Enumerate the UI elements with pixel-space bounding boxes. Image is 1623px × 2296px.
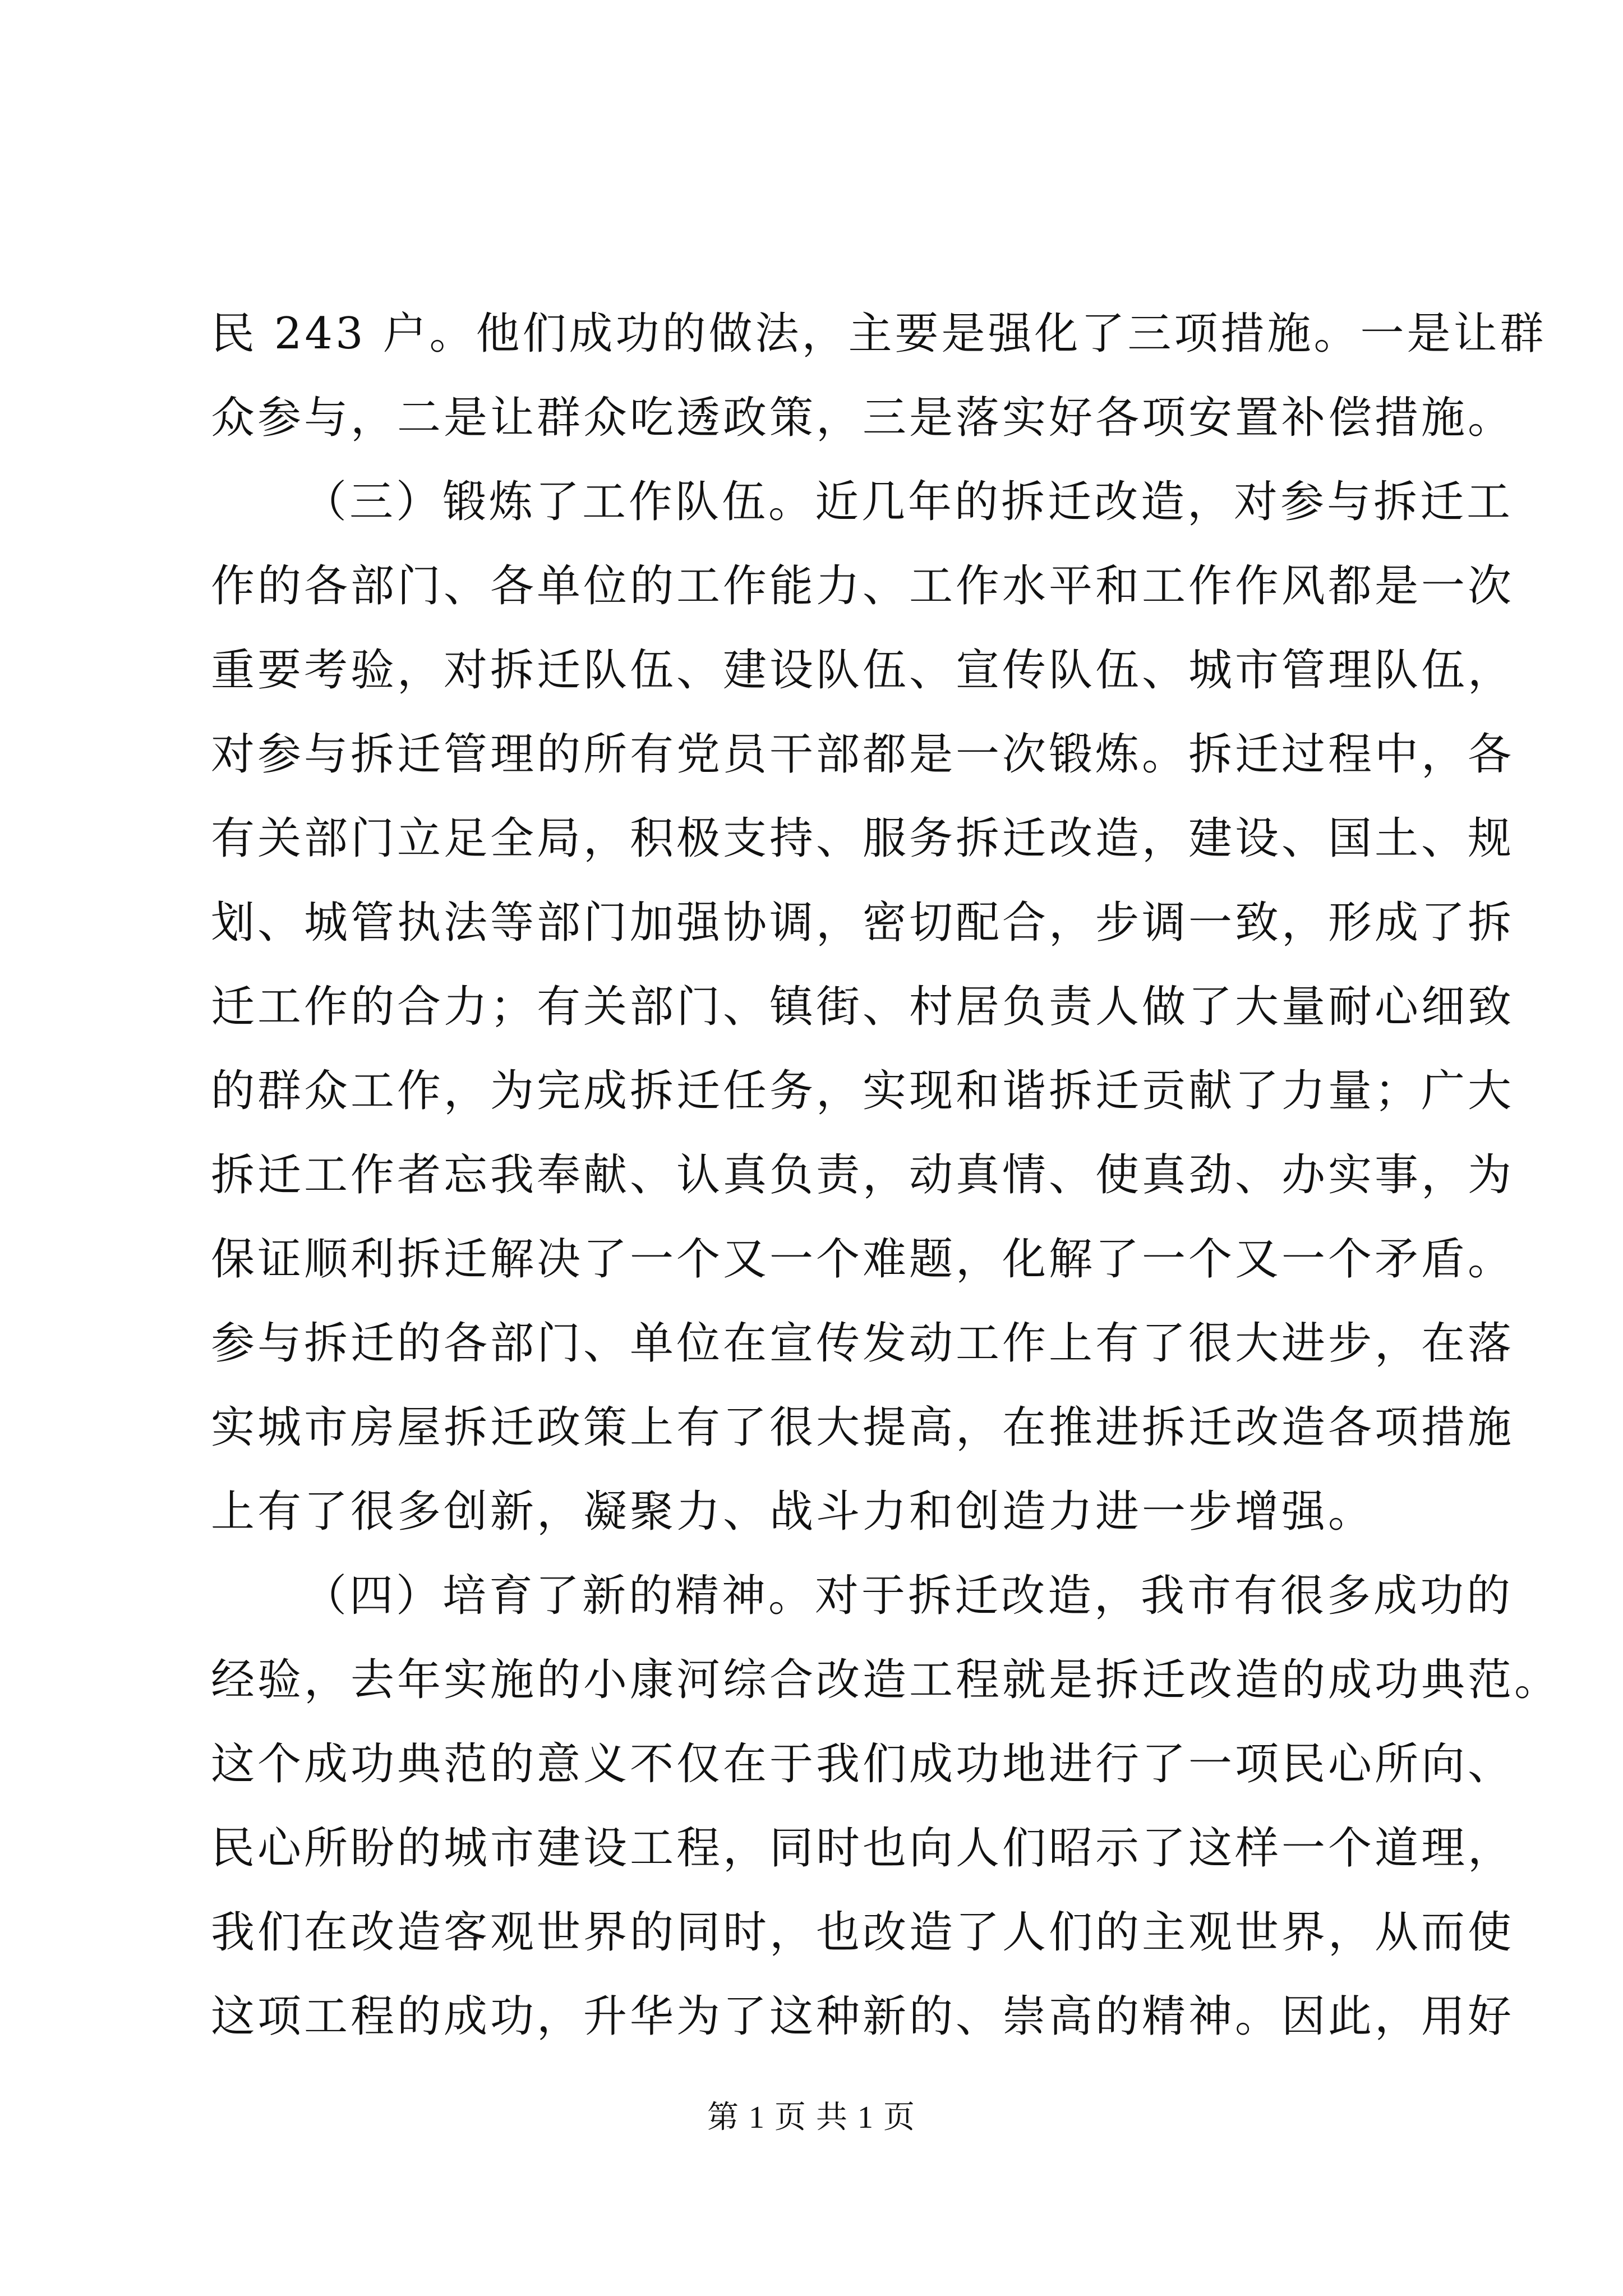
text-line: 对参与拆迁管理的所有党员干部都是一次锻炼。拆迁过程中，各 <box>211 729 1515 780</box>
text-line: 有关部门立足全局，积极支持、服务拆迁改造，建设、国土、规 <box>211 813 1515 864</box>
text-line: 我们在改造客观世界的同时，也改造了人们的主观世界，从而使 <box>211 1907 1515 1958</box>
paragraph-heading-line: （三）锻炼了工作队伍。近几年的拆迁改造，对参与拆迁工 <box>303 477 1514 527</box>
paragraph-heading-line: （四）培育了新的精神。对于拆迁改造，我市有很多成功的 <box>303 1571 1514 1621</box>
text-line: 的群众工作，为完成拆迁任务，实现和谐拆迁贡献了力量；广大 <box>211 1066 1515 1116</box>
text-line: 这项工程的成功，升华为了这种新的、崇高的精神。因此，用好 <box>211 1991 1515 2042</box>
text-line: 保证顺利拆迁解决了一个又一个难题，化解了一个又一个矛盾。 <box>211 1234 1515 1285</box>
text-line: 上有了很多创新，凝聚力、战斗力和创造力进一步增强。 <box>211 1487 1375 1537</box>
text-line: 重要考验，对拆迁队伍、建设队伍、宣传队伍、城市管理队伍， <box>211 645 1515 696</box>
text-line: 实城市房屋拆迁政策上有了很大提高，在推进拆迁改造各项措施 <box>211 1402 1515 1453</box>
text-line: 参与拆迁的各部门、单位在宣传发动工作上有了很大进步，在落 <box>211 1318 1515 1369</box>
text-line: 经验，去年实施的小康河综合改造工程就是拆迁改造的成功典范。 <box>211 1655 1561 1705</box>
text-line: 民心所盼的城市建设工程，同时也向人们昭示了这样一个道理， <box>211 1823 1515 1874</box>
text-line: 民 243 户。他们成功的做法，主要是强化了三项措施。一是让群 <box>211 309 1547 359</box>
text-line: 这个成功典范的意义不仅在于我们成功地进行了一项民心所向、 <box>211 1739 1515 1789</box>
text-line: 迁工作的合力；有关部门、镇街、村居负责人做了大量耐心细致 <box>211 982 1515 1032</box>
body-text <box>211 292 1561 2059</box>
text-line: 作的各部门、各单位的工作能力、工作水平和工作作风都是一次 <box>211 561 1515 611</box>
text-line: 拆迁工作者忘我奉献、认真负责，动真情、使真劲、办实事，为 <box>211 1150 1515 1200</box>
text-line: 划、城管执法等部门加强协调，密切配合，步调一致，形成了拆 <box>211 898 1515 948</box>
text-line: 众参与，二是让群众吃透政策，三是落实好各项安置补偿措施。 <box>211 393 1515 443</box>
page-footer: 第 1 页 共 1 页 <box>707 2100 916 2135</box>
